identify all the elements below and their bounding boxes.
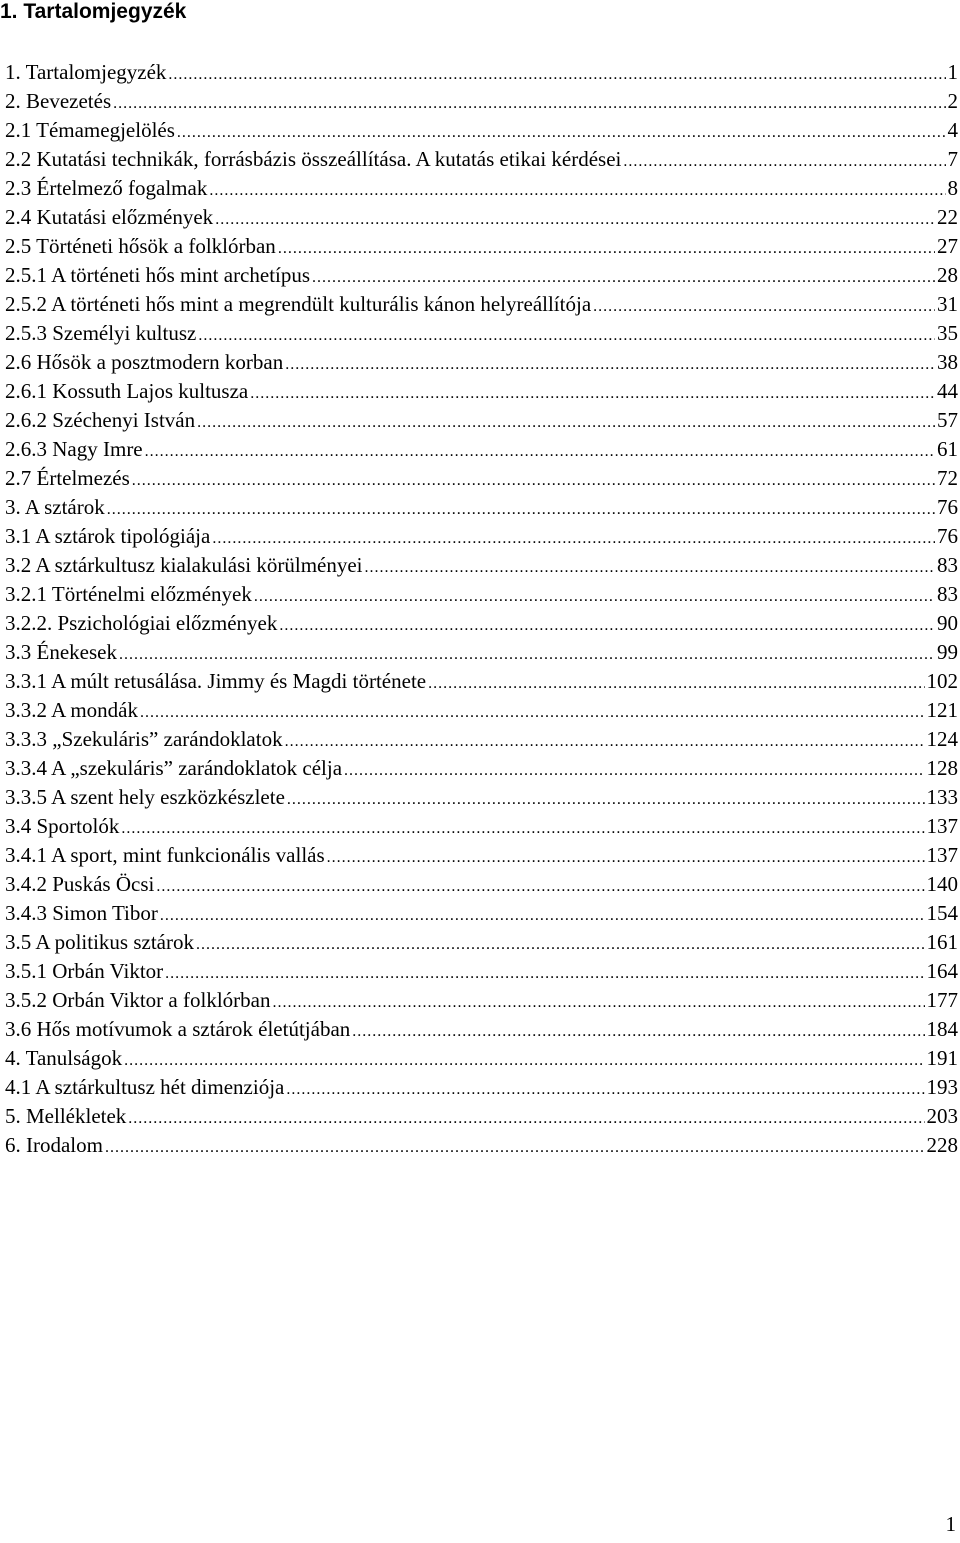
toc-entry-page: 83 xyxy=(937,553,958,577)
toc-entry-page: 27 xyxy=(937,234,958,258)
toc-entry-title: 1. Tartalomjegyzék xyxy=(5,60,167,84)
toc-entry-title: 5. Mellékletek xyxy=(5,1104,127,1128)
table-of-contents xyxy=(5,58,958,1160)
toc-entry-page: 184 xyxy=(926,1017,958,1041)
dot-leader xyxy=(119,640,935,669)
toc-entry-page: 2 xyxy=(947,89,958,113)
toc-entry[interactable] xyxy=(5,1073,958,1102)
dot-leader xyxy=(128,1104,924,1133)
toc-entry-page: 137 xyxy=(926,843,958,867)
toc-entry-page: 4 xyxy=(947,118,958,142)
dot-leader xyxy=(254,582,935,611)
toc-entry-title: 4.1 A sztárkultusz hét dimenziója xyxy=(5,1075,285,1099)
toc-entry-title: 2.6.2 Széchenyi István xyxy=(5,408,196,432)
toc-entry-page: 83 xyxy=(937,582,958,606)
dot-leader xyxy=(156,872,924,901)
toc-entry-title: 3.3.4 A „szekuláris” zarándoklatok célja xyxy=(5,756,343,780)
dot-leader xyxy=(428,669,924,698)
page-number: 1 xyxy=(945,1512,956,1536)
dot-leader xyxy=(124,1046,924,1075)
toc-entry-title: 4. Tanulságok xyxy=(5,1046,123,1070)
toc-entry-page: 99 xyxy=(937,640,958,664)
toc-entry[interactable] xyxy=(5,899,958,928)
toc-entry-page: 128 xyxy=(926,756,958,780)
dot-leader xyxy=(113,89,945,118)
toc-entry[interactable] xyxy=(5,1131,958,1160)
toc-entry-title: 3.4 Sportolók xyxy=(5,814,120,838)
toc-entry-page: 7 xyxy=(947,147,958,171)
toc-entry-title: 3.1 A sztárok tipológiája xyxy=(5,524,211,548)
dot-leader xyxy=(286,1075,924,1104)
dot-leader xyxy=(121,814,924,843)
toc-entry-page: 44 xyxy=(937,379,958,403)
dot-leader xyxy=(105,1133,925,1162)
toc-entry-title: 3.3 Énekesek xyxy=(5,640,117,664)
toc-entry-title: 3.4.2 Puskás Öcsi xyxy=(5,872,155,896)
toc-entry[interactable] xyxy=(5,116,958,145)
toc-entry[interactable] xyxy=(5,377,958,406)
dot-leader xyxy=(145,437,935,466)
toc-entry-title: 2.4 Kutatási előzmények xyxy=(5,205,214,229)
toc-entry[interactable] xyxy=(5,870,958,899)
toc-entry-page: 177 xyxy=(926,988,958,1012)
toc-entry-title: 3. A sztárok xyxy=(5,495,105,519)
toc-entry-title: 2.5.3 Személyi kultusz xyxy=(5,321,197,345)
toc-entry-title: 3.4.3 Simon Tibor xyxy=(5,901,158,925)
dot-leader xyxy=(212,524,935,553)
toc-entry[interactable] xyxy=(5,667,958,696)
toc-entry-page: 38 xyxy=(937,350,958,374)
dot-leader xyxy=(327,843,925,872)
toc-entry[interactable] xyxy=(5,957,958,986)
toc-entry[interactable] xyxy=(5,232,958,261)
dot-leader xyxy=(285,727,925,756)
dot-leader xyxy=(196,930,925,959)
dot-leader xyxy=(278,234,935,263)
toc-entry-page: 76 xyxy=(937,524,958,548)
toc-entry[interactable] xyxy=(5,522,958,551)
toc-entry-page: 164 xyxy=(926,959,958,983)
toc-entry-title: 3.5.1 Orbán Viktor xyxy=(5,959,164,983)
toc-entry-page: 28 xyxy=(937,263,958,287)
dot-leader xyxy=(160,901,925,930)
dot-leader xyxy=(165,959,924,988)
dot-leader xyxy=(365,553,935,582)
dot-leader xyxy=(312,263,935,292)
toc-entry-page: 140 xyxy=(926,872,958,896)
toc-entry-title: 6. Irodalom xyxy=(5,1133,103,1157)
toc-entry[interactable] xyxy=(5,696,958,725)
toc-entry[interactable] xyxy=(5,754,958,783)
toc-entry[interactable] xyxy=(5,87,958,116)
toc-entry-title: 2.6 Hősök a posztmodern korban xyxy=(5,350,284,374)
toc-entry-page: 31 xyxy=(937,292,958,316)
toc-entry-page: 124 xyxy=(926,727,958,751)
toc-entry-title: 3.2 A sztárkultusz kialakulási körülményei xyxy=(5,553,363,577)
toc-entry-page: 193 xyxy=(926,1075,958,1099)
toc-entry-title: 2.6.1 Kossuth Lajos kultusza xyxy=(5,379,249,403)
toc-entry[interactable] xyxy=(5,638,958,667)
toc-entry-page: 35 xyxy=(937,321,958,345)
toc-entry-page: 76 xyxy=(937,495,958,519)
toc-entry-title: 3.3.1 A múlt retusálása. Jimmy és Magdi története xyxy=(5,669,427,693)
page-title: 1. Tartalomjegyzék xyxy=(0,0,187,23)
toc-entry[interactable] xyxy=(5,261,958,290)
dot-leader xyxy=(107,495,935,524)
toc-entry[interactable] xyxy=(5,348,958,377)
toc-entry[interactable] xyxy=(5,406,958,435)
toc-entry[interactable] xyxy=(5,580,958,609)
toc-entry-title: 3.3.5 A szent hely eszközkészlete xyxy=(5,785,285,809)
toc-entry[interactable] xyxy=(5,725,958,754)
dot-leader xyxy=(197,408,935,437)
toc-entry-page: 61 xyxy=(937,437,958,461)
toc-entry-title: 2.6.3 Nagy Imre xyxy=(5,437,143,461)
toc-entry[interactable] xyxy=(5,464,958,493)
toc-entry-page: 90 xyxy=(937,611,958,635)
toc-entry-page: 154 xyxy=(926,901,958,925)
dot-leader xyxy=(623,147,945,176)
toc-entry-page: 8 xyxy=(947,176,958,200)
toc-entry-title: 2.5.1 A történeti hős mint archetípus xyxy=(5,263,311,287)
toc-entry[interactable] xyxy=(5,1015,958,1044)
dot-leader xyxy=(177,118,946,147)
toc-entry-page: 57 xyxy=(937,408,958,432)
dot-leader xyxy=(215,205,935,234)
toc-entry-page: 203 xyxy=(926,1104,958,1128)
toc-entry-page: 137 xyxy=(926,814,958,838)
toc-entry[interactable] xyxy=(5,290,958,319)
toc-entry[interactable] xyxy=(5,493,958,522)
dot-leader xyxy=(285,350,935,379)
toc-entry-title: 2.5 Történeti hősök a folklórban xyxy=(5,234,276,258)
toc-entry-page: 228 xyxy=(926,1133,958,1157)
toc-entry-title: 2.7 Értelmezés xyxy=(5,466,130,490)
dot-leader xyxy=(140,698,924,727)
toc-entry[interactable] xyxy=(5,174,958,203)
dot-leader xyxy=(209,176,945,205)
toc-entry-page: 133 xyxy=(926,785,958,809)
toc-entry[interactable] xyxy=(5,1044,958,1073)
toc-entry-title: 3.3.2 A mondák xyxy=(5,698,139,722)
toc-entry-title: 2.5.2 A történeti hős mint a megrendült kulturális kánon helyreállítója xyxy=(5,292,592,316)
toc-entry[interactable] xyxy=(5,812,958,841)
toc-entry-title: 3.3.3 „Szekuláris” zarándoklatok xyxy=(5,727,283,751)
toc-entry-title: 2. Bevezetés xyxy=(5,89,112,113)
toc-entry-title: 3.2.1 Történelmi előzmények xyxy=(5,582,252,606)
toc-entry[interactable] xyxy=(5,1102,958,1131)
toc-entry-title: 2.3 Értelmező fogalmak xyxy=(5,176,208,200)
toc-entry-title: 3.5.2 Orbán Viktor a folklórban xyxy=(5,988,271,1012)
toc-entry[interactable] xyxy=(5,435,958,464)
toc-entry-title: 3.2.2. Pszichológiai előzmények xyxy=(5,611,278,635)
toc-entry[interactable] xyxy=(5,145,958,174)
dot-leader xyxy=(132,466,935,495)
toc-entry[interactable] xyxy=(5,203,958,232)
toc-entry[interactable] xyxy=(5,551,958,580)
dot-leader xyxy=(279,611,935,640)
dot-leader xyxy=(593,292,935,321)
dot-leader xyxy=(168,60,945,89)
toc-entry-title: 3.5 A politikus sztárok xyxy=(5,930,194,954)
toc-entry-title: 2.1 Témamegjelölés xyxy=(5,118,175,142)
toc-entry[interactable] xyxy=(5,609,958,638)
toc-entry-page: 161 xyxy=(926,930,958,954)
dot-leader xyxy=(344,756,924,785)
toc-entry[interactable] xyxy=(5,841,958,870)
toc-entry-title: 2.2 Kutatási technikák, forrásbázis összeállítása. A kutatás etikai kérdései xyxy=(5,147,622,171)
toc-entry-page: 22 xyxy=(937,205,958,229)
toc-entry-title: 3.4.1 A sport, mint funkcionális vallás xyxy=(5,843,325,867)
toc-entry-page: 72 xyxy=(937,466,958,490)
toc-entry-page: 102 xyxy=(926,669,958,693)
dot-leader xyxy=(287,785,925,814)
toc-entry-title: 3.6 Hős motívumok a sztárok életútjában xyxy=(5,1017,351,1041)
dot-leader xyxy=(352,1017,924,1046)
toc-entry[interactable] xyxy=(5,783,958,812)
dot-leader xyxy=(272,988,924,1017)
dot-leader xyxy=(250,379,935,408)
toc-entry[interactable] xyxy=(5,986,958,1015)
dot-leader xyxy=(198,321,935,350)
toc-entry[interactable] xyxy=(5,928,958,957)
toc-entry[interactable] xyxy=(5,319,958,348)
toc-entry-page: 191 xyxy=(926,1046,958,1070)
toc-entry-page: 121 xyxy=(926,698,958,722)
toc-entry-page: 1 xyxy=(947,60,958,84)
toc-entry[interactable] xyxy=(5,58,958,87)
